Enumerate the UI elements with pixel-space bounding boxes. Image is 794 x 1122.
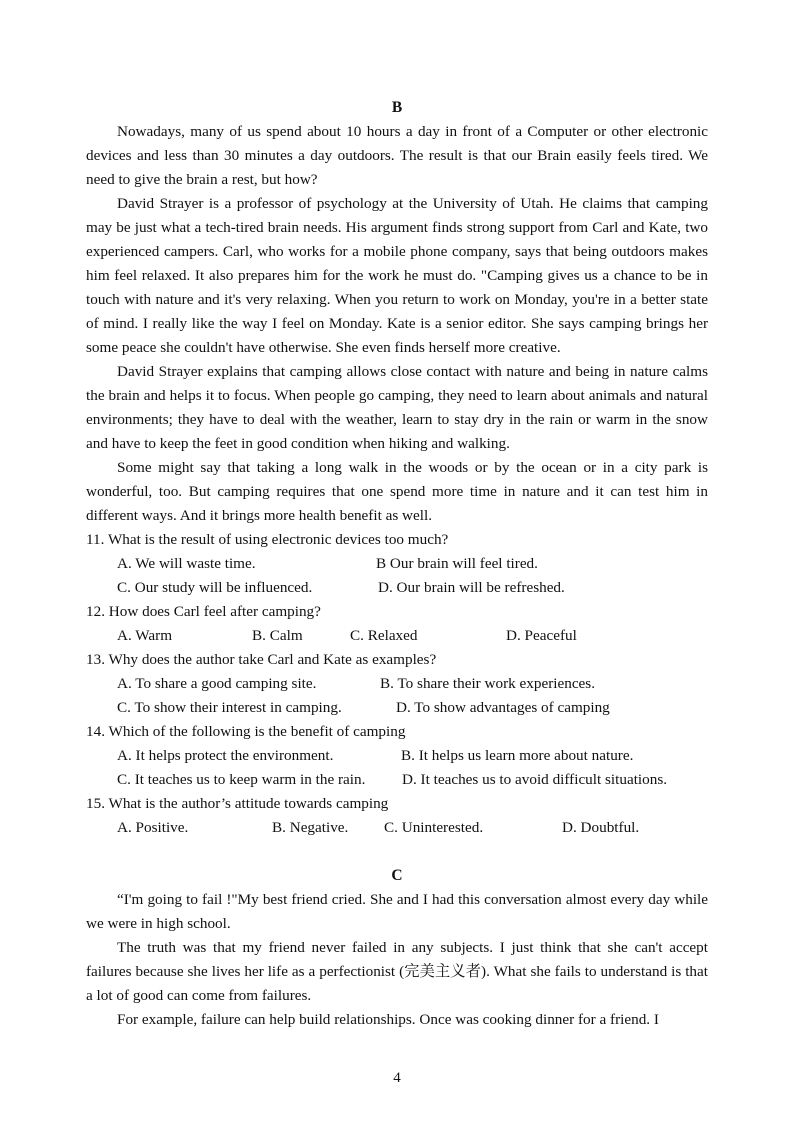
question-15-option-c: C. Uninterested. bbox=[384, 819, 484, 836]
question-15-option-a: A. Positive. bbox=[117, 819, 189, 836]
question-12-option-d: D. Peaceful bbox=[506, 627, 577, 644]
question-12-option-b: B. Calm bbox=[252, 627, 303, 644]
question-11-option-b: B Our brain will feel tired. bbox=[376, 555, 538, 572]
question-11-option-a: A. We will waste time. bbox=[117, 555, 256, 572]
question-14-option-c: C. It teaches us to keep warm in the rain. bbox=[117, 771, 366, 788]
question-11-option-c: C. Our study will be influenced. bbox=[117, 579, 313, 596]
question-13-options-row-2 bbox=[86, 696, 708, 720]
section-c-paragraph-2: The truth was that my friend never failed in any subjects. I just think that she can't accept failures because she lives her life as a perfectionist (完美主义者). What she fails to understand is that a lot of good can come from failures. bbox=[86, 939, 708, 1004]
section-b-paragraph-4: Some might say that taking a long walk in the woods or by the ocean or in a city park is wonderful, too. But camping requires that one spend more time in nature and it can test him in different ways. And it brings more health benefit as well. bbox=[86, 459, 708, 524]
question-11-option-d: D. Our brain will be refreshed. bbox=[378, 579, 565, 596]
question-15-option-b: B. Negative. bbox=[272, 819, 349, 836]
question-14-option-d: D. It teaches us to avoid difficult situations. bbox=[402, 771, 668, 788]
question-13-option-d: D. To show advantages of camping bbox=[396, 699, 610, 716]
question-14-stem: 14. Which of the following is the benefit of camping bbox=[86, 723, 406, 740]
section-c-heading: C bbox=[391, 867, 403, 884]
question-13-options-row-1 bbox=[86, 672, 708, 696]
question-13-stem: 13. Why does the author take Carl and Kate as examples? bbox=[86, 651, 437, 668]
section-b-heading: B bbox=[391, 99, 403, 116]
question-15-option-d: D. Doubtful. bbox=[562, 819, 640, 836]
exam-page bbox=[86, 96, 708, 1032]
question-12-stem: 12. How does Carl feel after camping? bbox=[86, 603, 321, 620]
question-15-options-row bbox=[86, 816, 708, 840]
page-number: 4 bbox=[393, 1070, 401, 1086]
question-14-option-b: B. It helps us learn more about nature. bbox=[401, 747, 634, 764]
question-12-option-a: A. Warm bbox=[117, 627, 173, 644]
section-b-paragraph-3: David Strayer explains that camping allows close contact with nature and being in nature calms the brain and helps it to focus. When people go camping, they need to learn about animals and natural environments; they have to deal with the weather, learn to stay dry in the rain or warm in the snow and have to keep the feet in good condition when hiking and walking. bbox=[86, 363, 708, 452]
section-b-paragraph-2: David Strayer is a professor of psychology at the University of Utah. He claims that camping may be just what a tech-tired brain needs. His argument finds strong support from Carl and Kate, two experienced campers. Carl, who works for a mobile phone company, says that being outdoors makes him feel relaxed. It also prepares him for the work he must do. "Camping gives us a chance to be in touch with nature and it's very relaxing. When you return to work on Monday, you're in a better state of mind. I really like the way I feel on Monday. Kate is a senior editor. She says camping brings her some peace she couldn't have otherwise. She even finds herself more creative. bbox=[86, 195, 708, 356]
question-13-option-b: B. To share their work experiences. bbox=[380, 675, 596, 692]
question-11-options-row-1 bbox=[86, 552, 708, 576]
question-12-option-c: C. Relaxed bbox=[350, 627, 418, 644]
section-b-paragraph-1: Nowadays, many of us spend about 10 hours a day in front of a Computer or other electronic devices and less than 30 minutes a day outdoors. The result is that our Brain easily feels tired. We need to give the brain a rest, but how? bbox=[86, 123, 708, 188]
question-12-options-row bbox=[86, 624, 708, 648]
section-c-paragraph-3: For example, failure can help build relationships. Once was cooking dinner for a friend. I bbox=[117, 1011, 659, 1028]
question-11-stem: 11. What is the result of using electronic devices too much? bbox=[86, 531, 449, 548]
question-14-options-row-1 bbox=[86, 744, 708, 768]
question-14-option-a: A. It helps protect the environment. bbox=[117, 747, 334, 764]
question-15-stem: 15. What is the author’s attitude towards camping bbox=[86, 795, 389, 812]
question-14-options-row-2 bbox=[86, 768, 708, 792]
section-c-paragraph-1: “I'm going to fail !"My best friend cried. She and I had this conversation almost every day while we were in high school. bbox=[86, 891, 708, 932]
question-13-option-a: A. To share a good camping site. bbox=[117, 675, 317, 692]
question-13-option-c: C. To show their interest in camping. bbox=[117, 699, 342, 716]
question-11-options-row-2 bbox=[86, 576, 708, 600]
section-spacer bbox=[86, 840, 708, 864]
